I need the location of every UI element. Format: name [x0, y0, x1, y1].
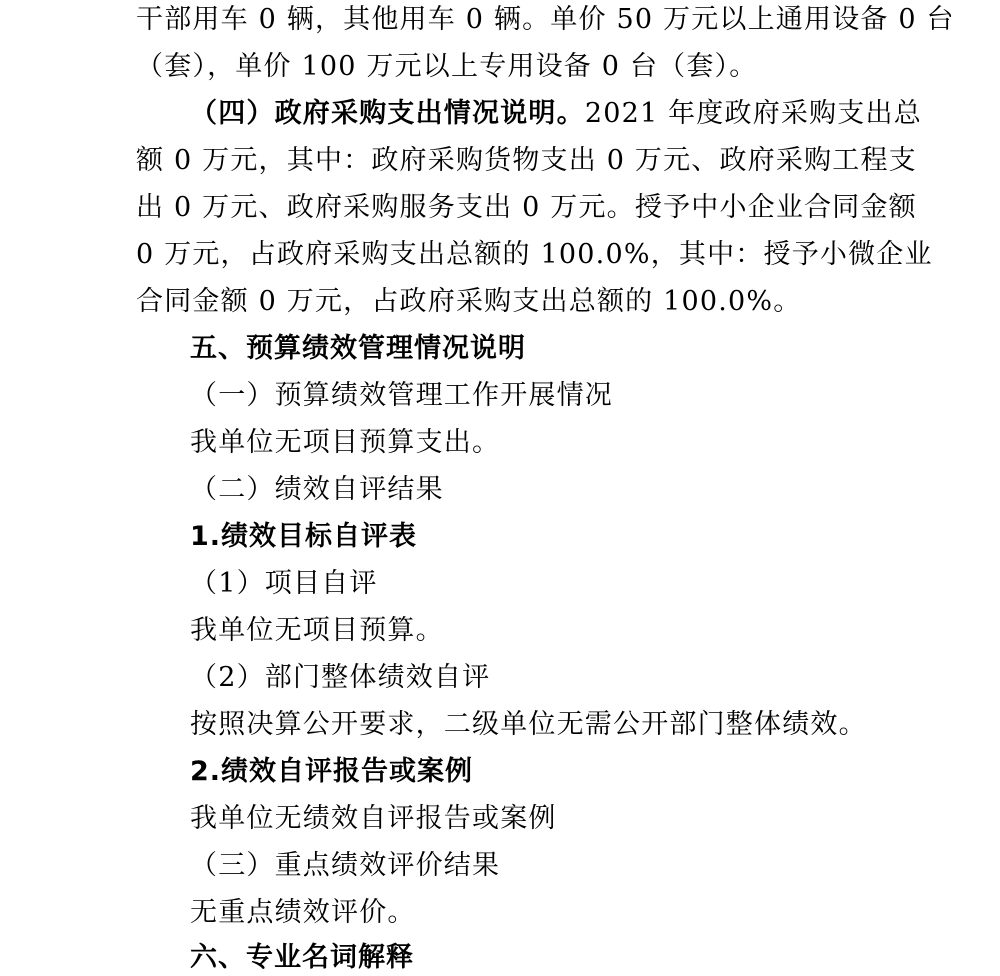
subsection-heading: （一）预算绩效管理工作开展情况 [190, 380, 613, 411]
paragraph-line: 我单位无项目预算。 [190, 615, 444, 646]
paragraph-line: 按照决算公开要求，二级单位无需公开部门整体绩效。 [190, 709, 867, 740]
paragraph-text: 2021 年度政府采购支出总 [584, 98, 922, 129]
section-heading: 六、专业名词解释 [190, 942, 414, 973]
subsection-heading: （二）绩效自评结果 [190, 474, 444, 505]
subsection-heading: （三）重点绩效评价结果 [190, 850, 501, 881]
paragraph-line: 无重点绩效评价。 [190, 897, 416, 928]
subitem-heading: （1）项目自评 [190, 568, 378, 599]
paragraph-line: 额 0 万元，其中：政府采购货物支出 0 万元、政府采购工程支 [136, 145, 917, 176]
paragraph-line: 0 万元，占政府采购支出总额的 100.0%，其中：授予小微企业 [136, 239, 933, 270]
paragraph-line: 我单位无项目预算支出。 [190, 427, 501, 458]
section-heading-inline: （四）政府采购支出情况说明。 [190, 98, 585, 129]
item-heading: 1.绩效目标自评表 [190, 521, 418, 552]
section-heading: 五、预算绩效管理情况说明 [190, 333, 526, 364]
paragraph-line: 出 0 万元、政府采购服务支出 0 万元。授予中小企业合同金额 [136, 192, 917, 223]
paragraph-line [190, 96, 930, 132]
item-heading: 2.绩效自评报告或案例 [190, 756, 474, 787]
paragraph-line: （套），单价 100 万元以上专用设备 0 台（套）。 [136, 51, 758, 82]
subitem-heading: （2）部门整体绩效自评 [190, 662, 491, 693]
paragraph-line: 我单位无绩效自评报告或案例 [190, 803, 557, 834]
paragraph-line: 合同金额 0 万元，占政府采购支出总额的 100.0%。 [136, 286, 802, 317]
paragraph-line: 干部用车 0 辆，其他用车 0 辆。单价 50 万元以上通用设备 0 台 [136, 4, 955, 35]
